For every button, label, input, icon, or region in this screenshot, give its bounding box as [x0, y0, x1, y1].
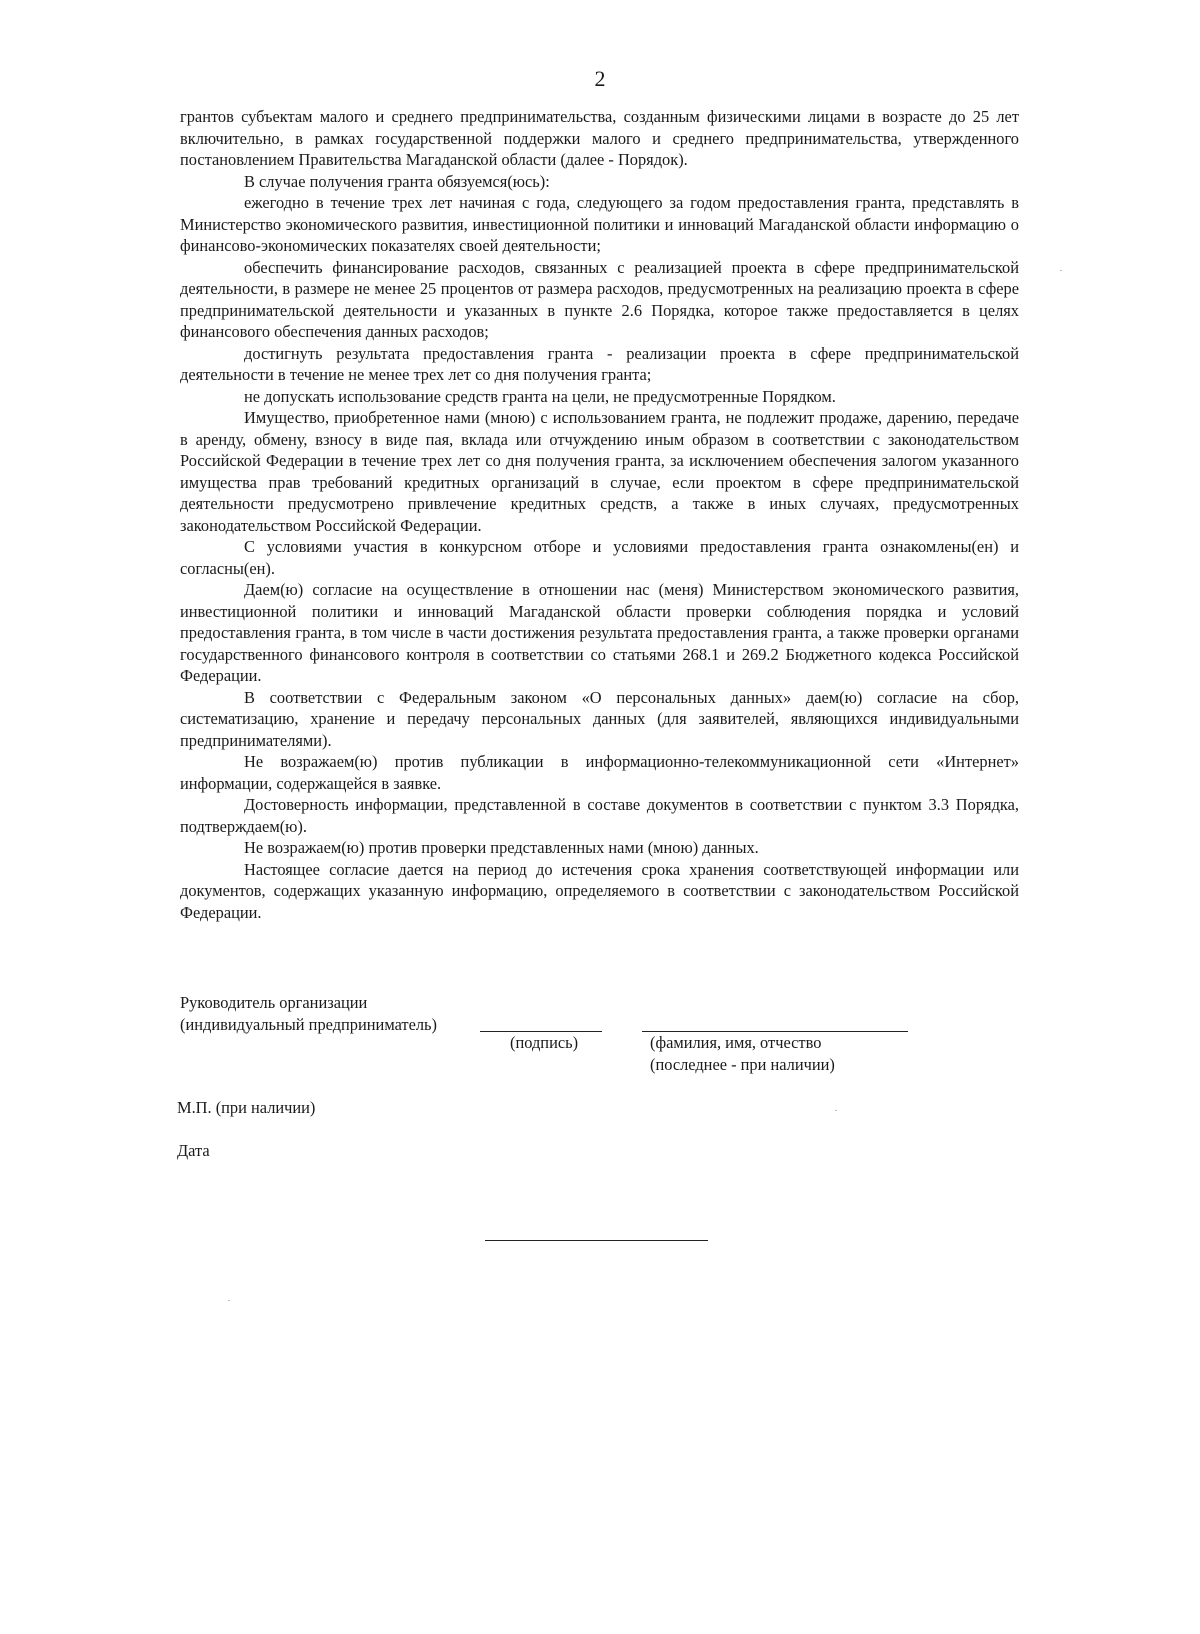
paragraph: С условиями участия в конкурсном отборе и условиями предоставления гранта ознакомлены(ен) и согласны(ен).: [180, 537, 1019, 578]
scan-speck: [228, 1300, 230, 1301]
end-of-document-rule: [485, 1240, 708, 1241]
paragraph: Достоверность информации, представленной в составе документов в соответствии с пунктом 3.3 Порядка, подтверждаем(ю).: [180, 795, 1019, 836]
signature-block: [180, 992, 1020, 1074]
paragraph: ежегодно в течение трех лет начиная с года, следующего за годом предоставления гранта, представлять в Министерство экономического развития, инвестиционной политики и инноваций Магаданской области информацию о финансово-экономических показателях своей деятельности;: [180, 193, 1019, 255]
scan-speck: [835, 1110, 837, 1111]
paragraph: Не возражаем(ю) против проверки представленных нами (мною) данных.: [244, 838, 759, 857]
signature-caption: (подпись): [510, 1033, 579, 1052]
paragraph: не допускать использование средств гранта на цели, не предусмотренные Порядком.: [244, 386, 836, 406]
scan-speck: [1060, 270, 1062, 271]
full-name-caption: (фамилия, имя, отчество: [650, 1033, 822, 1052]
document-body: [180, 106, 1019, 923]
paragraph: В случае получения гранта обязуемся(юсь):: [244, 171, 550, 191]
signatory-subtitle: (индивидуальный предприниматель): [180, 1014, 437, 1034]
date-label: Дата: [177, 1141, 210, 1160]
stamp-label: М.П. (при наличии): [177, 1098, 316, 1117]
signatory-title: Руководитель организации: [180, 993, 368, 1012]
paragraph: достигнуть результата предоставления гранта - реализации проекта в сфере предпринимательской деятельности в течение не менее трех лет со дня получения гранта;: [180, 343, 1019, 384]
page-number: 2: [594, 66, 606, 91]
paragraph: Не возражаем(ю) против публикации в информационно-телекоммуникационной сети «Интернет» информации, содержащейся в заявке.: [180, 752, 1019, 793]
paragraph: Даем(ю) согласие на осуществление в отношении нас (меня) Министерством экономического развития, инвестиционной политики и инноваций Магаданской области проверки соблюдения порядка и условий предоставления гранта, в том числе в части достижения результата предоставления гранта, а также проверки органами государственного финансового контроля в соответствии со статьями 268.1 и 269.2 Бюджетного кодекса Российской Федерации.: [180, 580, 1019, 685]
paragraph: Имущество, приобретенное нами (мною) с использованием гранта, не подлежит продаже, дарению, передаче в аренду, обмену, взносу в виде пая, вклада или отчуждению иным образом в соответствии с законодательством Российской Федерации в течение трех лет со дня получения гранта, за исключением обеспечения залогом указанного имущества прав требований кредитных организаций в случае, если проектом в сфере предпринимательской деятельности предусмотрено привлечение кредитных средств, а также в иных случаях, предусмотренных законодательством Российской Федерации.: [180, 408, 1019, 535]
paragraph: обеспечить финансирование расходов, связанных с реализацией проекта в сфере предпринимательской деятельности, в размере не менее 25 процентов от размера расходов, предусмотренных на реализацию проекта в сфере предпринимательской деятельности и указанных в пункте 2.6 Порядка, которое также предоставляется в целях финансового обеспечения данных расходов;: [180, 257, 1019, 341]
paragraph: В соответствии с Федеральным законом «О персональных данных» даем(ю) согласие на сбор, систематизацию, хранение и передачу персональных данных (для заявителей, являющихся индивидуальными предпринимателями).: [180, 687, 1019, 750]
full-name-caption-note: (последнее - при наличии): [650, 1055, 835, 1074]
paragraph: грантов субъектам малого и среднего предпринимательства, созданным физическими лицами в возрасте до 25 лет включительно, в рамках государственной поддержки малого и среднего предпринимательства, утвержденного постановлением Правительства Магаданской области (далее - Порядок).: [180, 107, 1019, 169]
paragraph: Настоящее согласие дается на период до истечения срока хранения соответствующей информации или документов, содержащих указанную информацию, определяемого в соответствии с законодательством Российской Федерации.: [180, 859, 1019, 922]
signature-row: [180, 1014, 1020, 1036]
